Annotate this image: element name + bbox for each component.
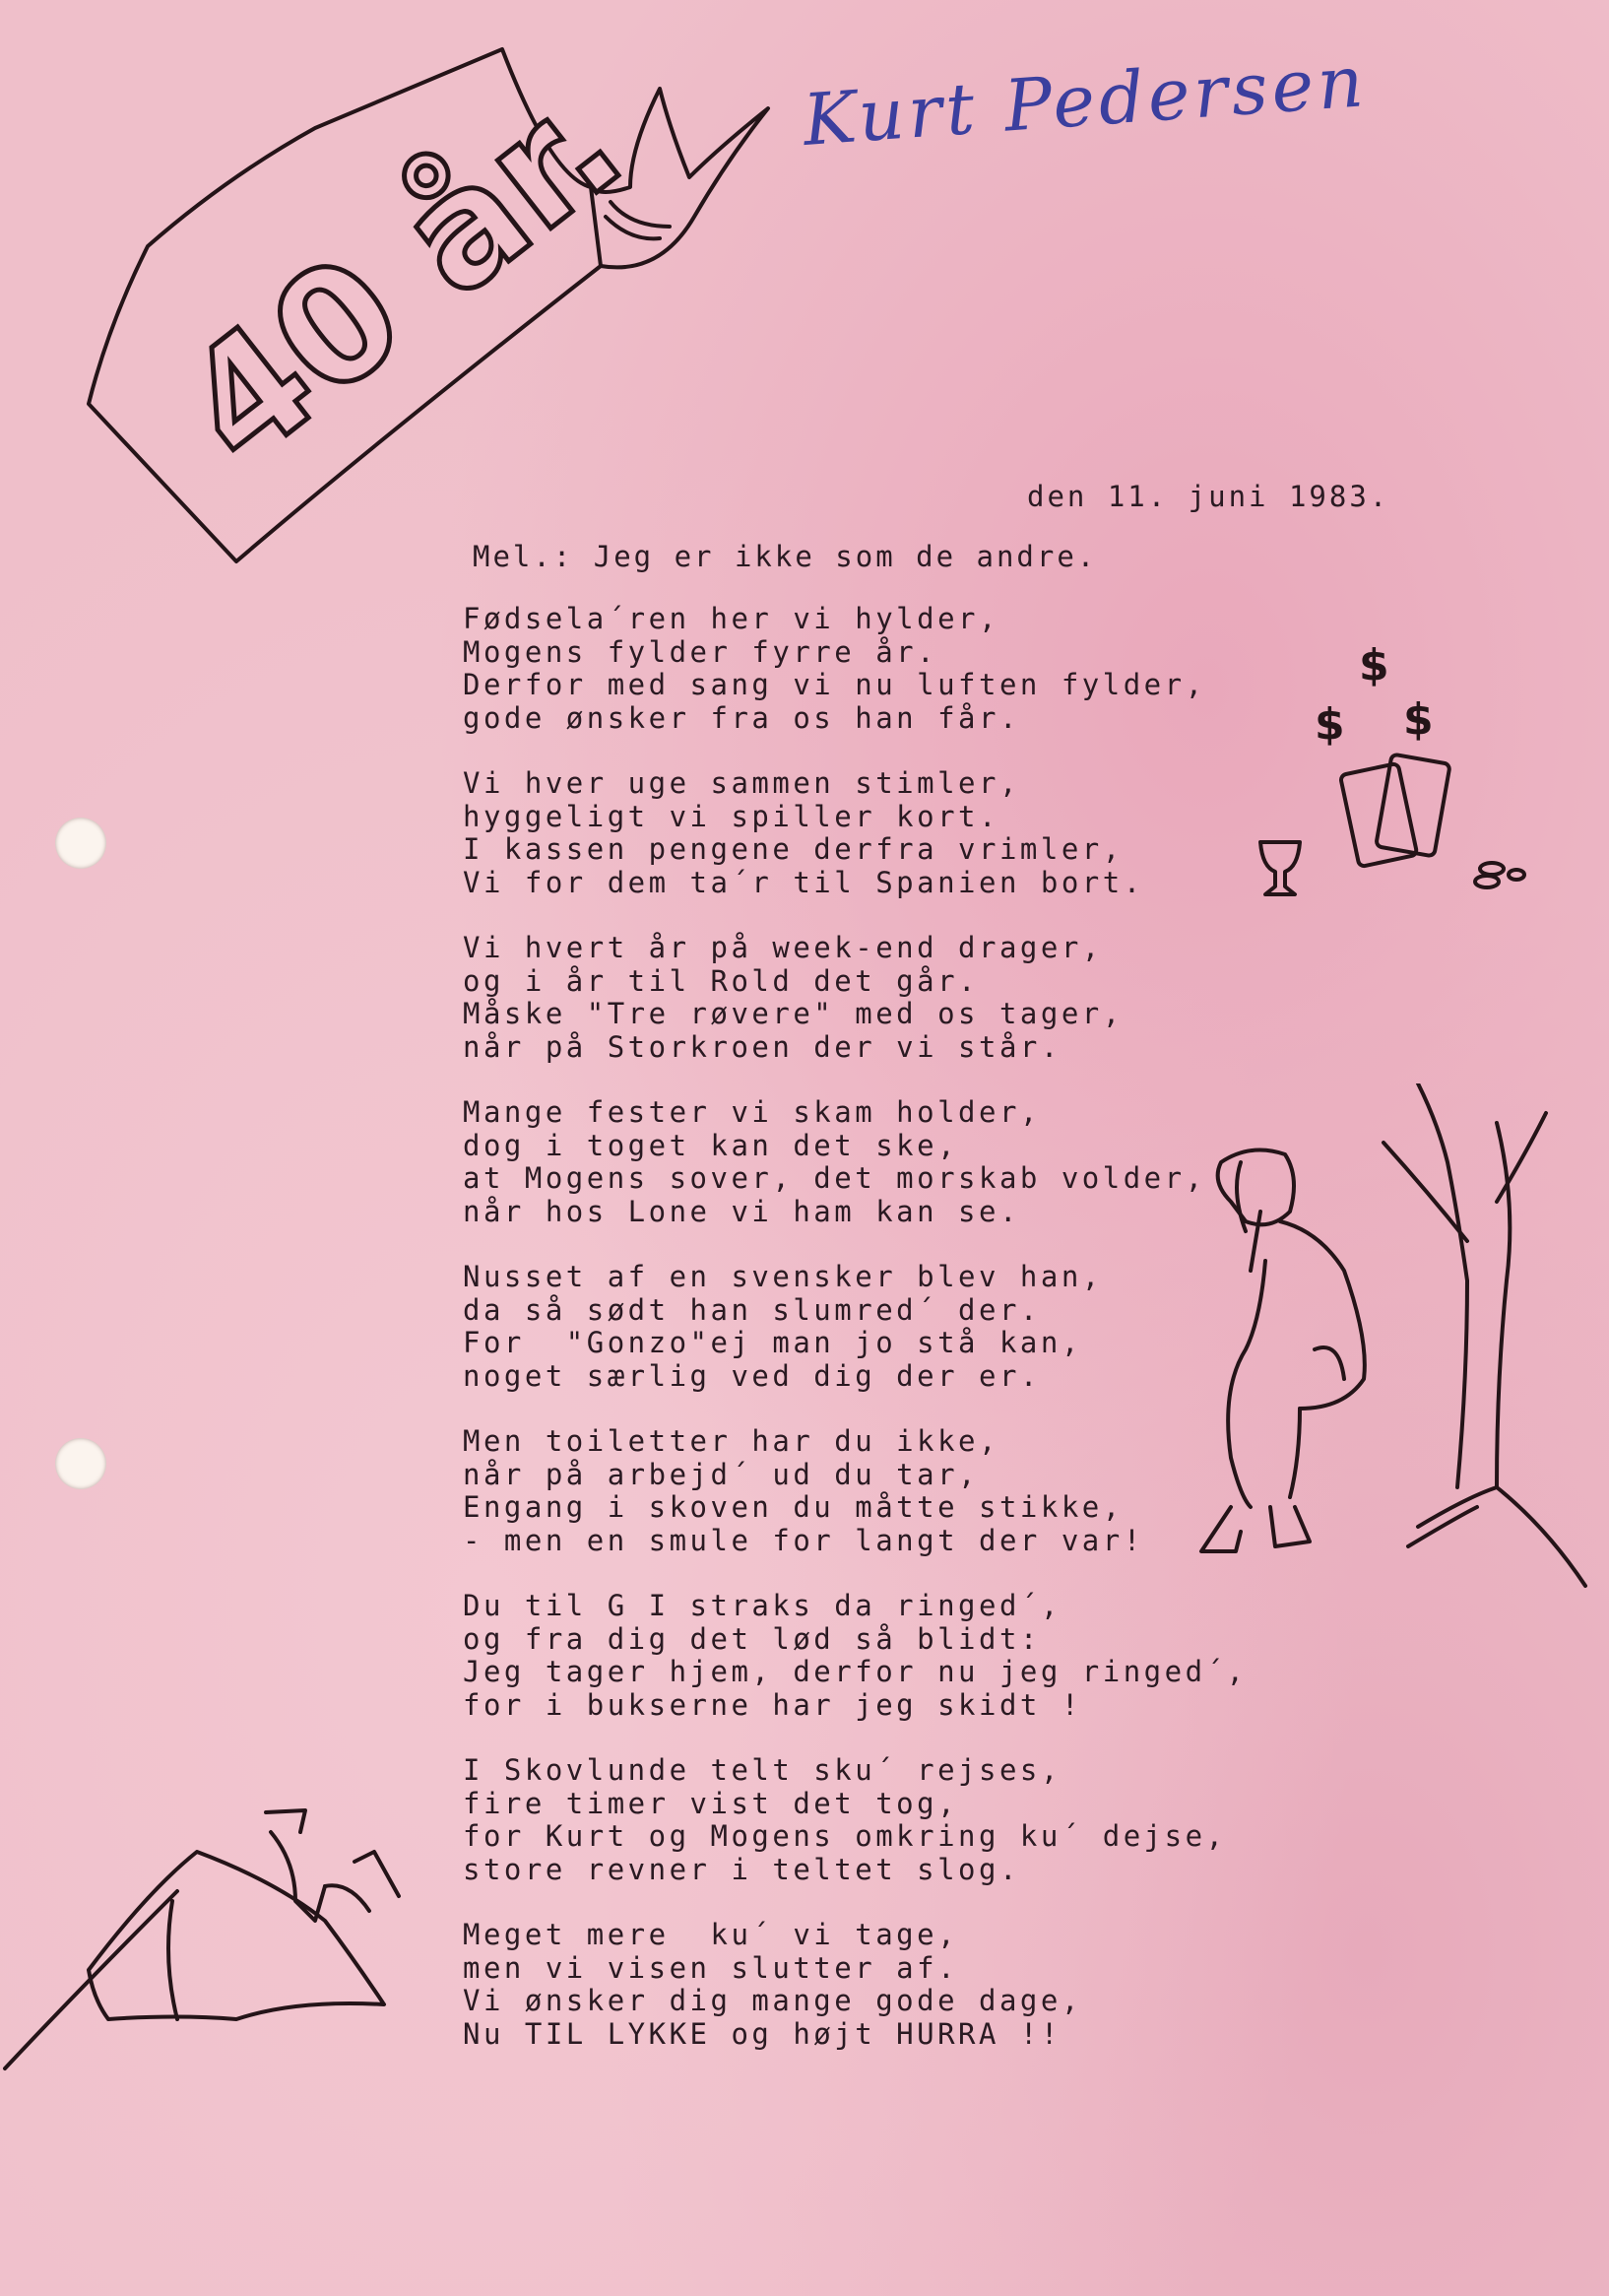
stanza [463, 767, 1251, 899]
poem [463, 603, 1251, 2083]
poem-line: Vi hvert år på week-end drager, [463, 931, 1103, 964]
poem-line: - men en smule for langt der var! [463, 1523, 1144, 1557]
stanza [463, 1261, 1251, 1393]
poem-line: Engang i skoven du måtte stikke, [463, 1490, 1124, 1524]
poem-line: Meget mere ku´ vi tage, [463, 1918, 959, 1951]
dollar-sign-icon: $ [1315, 699, 1345, 750]
poem-line: men vi visen slutter af. [463, 1950, 959, 1985]
tree-trunk [1418, 1083, 1467, 1487]
poem-line: Nu TIL LYKKE og højt HURRA !! [463, 2016, 1062, 2051]
poem-line: Mogens fylder fyrre år. [463, 634, 938, 669]
tent-doodle [0, 1793, 433, 2092]
poem-line: Vi hver uge sammen stimler, [463, 766, 1020, 800]
punch-hole-top [55, 818, 106, 869]
signature: Kurt Pedersen [800, 39, 1370, 162]
poem-line: og i år til Rold det går. [463, 963, 979, 998]
figure-head [1218, 1150, 1294, 1225]
poem-line: da så sødt han slumred´ der. [463, 1292, 1041, 1327]
poem-line: Mange fester vi skam holder, [463, 1095, 1041, 1129]
poem-line: når hos Lone vi ham kan se. [463, 1194, 1020, 1228]
tree-figure-doodle [1172, 1083, 1605, 1600]
stanza [463, 932, 1251, 1064]
stanza [463, 603, 1251, 735]
stanza [463, 1919, 1251, 2051]
poem-line: Jeg tager hjem, derfor nu jeg ringed´, [463, 1655, 1248, 1688]
banner-text: 40 år. [150, 49, 655, 500]
poem-line: Du til G I straks da ringed´, [463, 1589, 1062, 1622]
poem-line: Derfor med sang vi nu luften fylder, [463, 668, 1206, 701]
poem-line: at Mogens sover, det morskab volder, [463, 1161, 1206, 1195]
figure-body [1280, 1221, 1365, 1409]
poem-line: for i bukserne har jeg skidt ! [463, 1687, 1082, 1722]
birthday-banner [79, 30, 788, 581]
poem-line: Men toiletter har du ikke, [463, 1424, 999, 1458]
poem-line: Fødsela´ren her vi hylder, [463, 602, 999, 635]
dollar-sign-icon: $ [1403, 694, 1434, 745]
poem-line: og fra dig det lød så blidt: [463, 1621, 1041, 1656]
poem-line: hyggeligt vi spiller kort. [463, 799, 999, 833]
poem-line: I Skovlunde telt sku´ rejses, [463, 1753, 1062, 1787]
poem-line: I kassen pengene derfra vrimler, [463, 832, 1124, 866]
poem-line: når på arbejd´ ud du tar, [463, 1457, 979, 1491]
poem-line: dog i toget kan det ske, [463, 1128, 959, 1162]
stanza [463, 1425, 1251, 1557]
banner-drawing [79, 30, 788, 581]
poem-line: Vi ønsker dig mange gode dage, [463, 1984, 1082, 2017]
dollar-sign-icon: $ [1359, 640, 1389, 690]
poem-line: Nusset af en svensker blev han, [463, 1260, 1103, 1293]
poem-line: For "Gonzo"ej man jo stå kan, [463, 1326, 1082, 1359]
poem-line: for Kurt og Mogens omkring ku´ dejse, [463, 1819, 1227, 1853]
poem-line: store revner i teltet slog. [463, 1852, 1020, 1886]
punch-hole-bottom [55, 1438, 106, 1489]
document-date: den 11. juni 1983. [1027, 480, 1390, 513]
melody-line: Mel.: Jeg er ikke som de andre. [473, 540, 1098, 573]
poem-line: når på Storkroen der vi står. [463, 1029, 1062, 1064]
stanza [463, 1096, 1251, 1228]
stanza [463, 1590, 1251, 1722]
poem-line: gode ønsker fra os han får. [463, 700, 1020, 735]
poem-line: noget særlig ved dig der er. [463, 1358, 1041, 1393]
poem-line: Måske "Tre røvere" med os tager, [463, 997, 1124, 1030]
figure-skirt [1228, 1261, 1265, 1507]
poem-line: fire timer vist det tog, [463, 1786, 959, 1820]
cards-money-doodle [1241, 621, 1556, 910]
stanza [463, 1754, 1251, 1886]
poem-line: Vi for dem ta´r til Spanien bort. [463, 865, 1144, 899]
glass-icon [1260, 842, 1300, 894]
